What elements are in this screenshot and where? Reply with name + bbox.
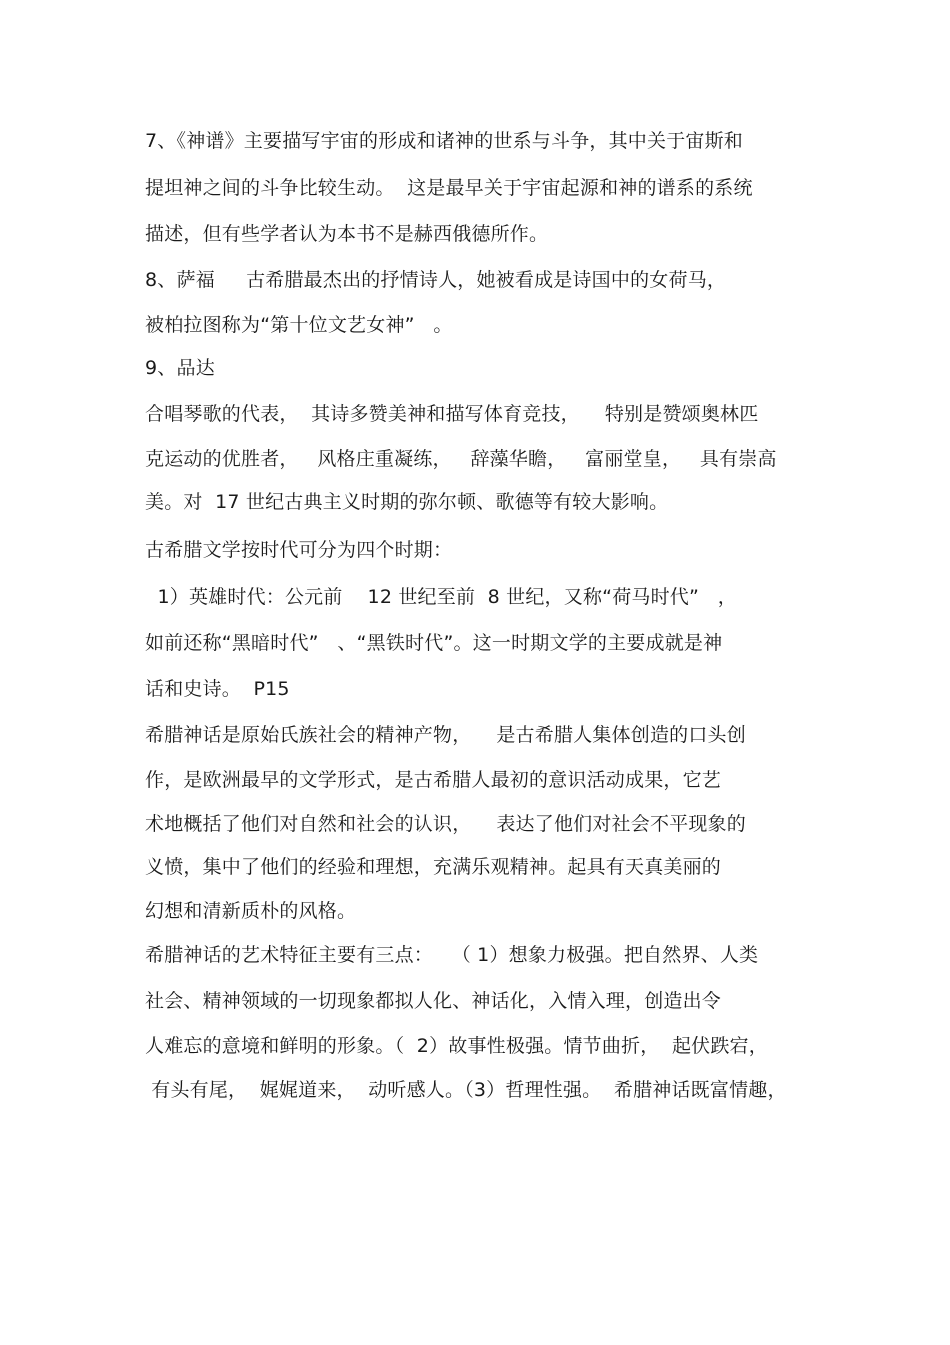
text-line: 幻想和清新质朴的风格。 — [145, 900, 357, 922]
text-line: 提坦神之间的斗争比较生动。 这是最早关于宇宙起源和神的谱系的系统 — [145, 177, 753, 199]
text-line: 义愤，集中了他们的经验和理想，充满乐观精神。起具有天真美丽的 — [145, 856, 722, 878]
text-line: 9、品达 — [145, 357, 215, 379]
text-line: 1）英雄时代：公元前 12 世纪至前 8 世纪，又称“荷马时代” ， — [145, 586, 737, 608]
text-line: 合唱琴歌的代表， 其诗多赞美神和描写体育竞技， 特别是赞颂奥林匹 — [145, 403, 759, 425]
text-line: 话和史诗。 P15 — [145, 678, 290, 700]
text-line: 克运动的优胜者， 风格庄重凝练， 辞藻华瞻， 富丽堂皇， 具有崇高 — [145, 448, 777, 470]
text-line: 被柏拉图称为“第十位文艺女神” 。 — [145, 314, 453, 336]
text-line: 有头有尾， 娓娓道来， 动听感人。（3）哲理性强。 希腊神话既富情趣， — [145, 1079, 787, 1101]
text-line: 8、萨福 古希腊最杰出的抒情诗人，她被看成是诗国中的女荷马， — [145, 269, 727, 291]
text-line: 术地概括了他们对自然和社会的认识， 表达了他们对社会不平现象的 — [145, 813, 746, 835]
text-line: 人难忘的意境和鲜明的形象。（ 2）故事性极强。情节曲折， 起伏跌宕， — [145, 1035, 768, 1057]
text-line: 7、《神谱》主要描写宇宙的形成和诸神的世系与斗争，其中关于宙斯和 — [145, 130, 743, 152]
text-line: 作，是欧洲最早的文学形式，是古希腊人最初的意识活动成果，它艺 — [145, 769, 722, 791]
text-line: 描述，但有些学者认为本书不是赫西俄德所作。 — [145, 223, 549, 245]
text-line: 社会、精神领域的一切现象都拟人化、神话化，入情入理，创造出令 — [145, 990, 722, 1012]
text-line: 希腊神话是原始氏族社会的精神产物， 是古希腊人集体创造的口头创 — [145, 724, 746, 746]
text-line: 如前还称“黑暗时代” 、“黑铁时代”。这一时期文学的主要成就是神 — [145, 632, 723, 654]
text-line: 希腊神话的艺术特征主要有三点： （ 1）想象力极强。把自然界、人类 — [145, 944, 759, 966]
text-line: 古希腊文学按时代可分为四个时期： — [145, 539, 453, 561]
text-line: 美。对 17 世纪古典主义时期的弥尔顿、歌德等有较大影响。 — [145, 491, 669, 513]
